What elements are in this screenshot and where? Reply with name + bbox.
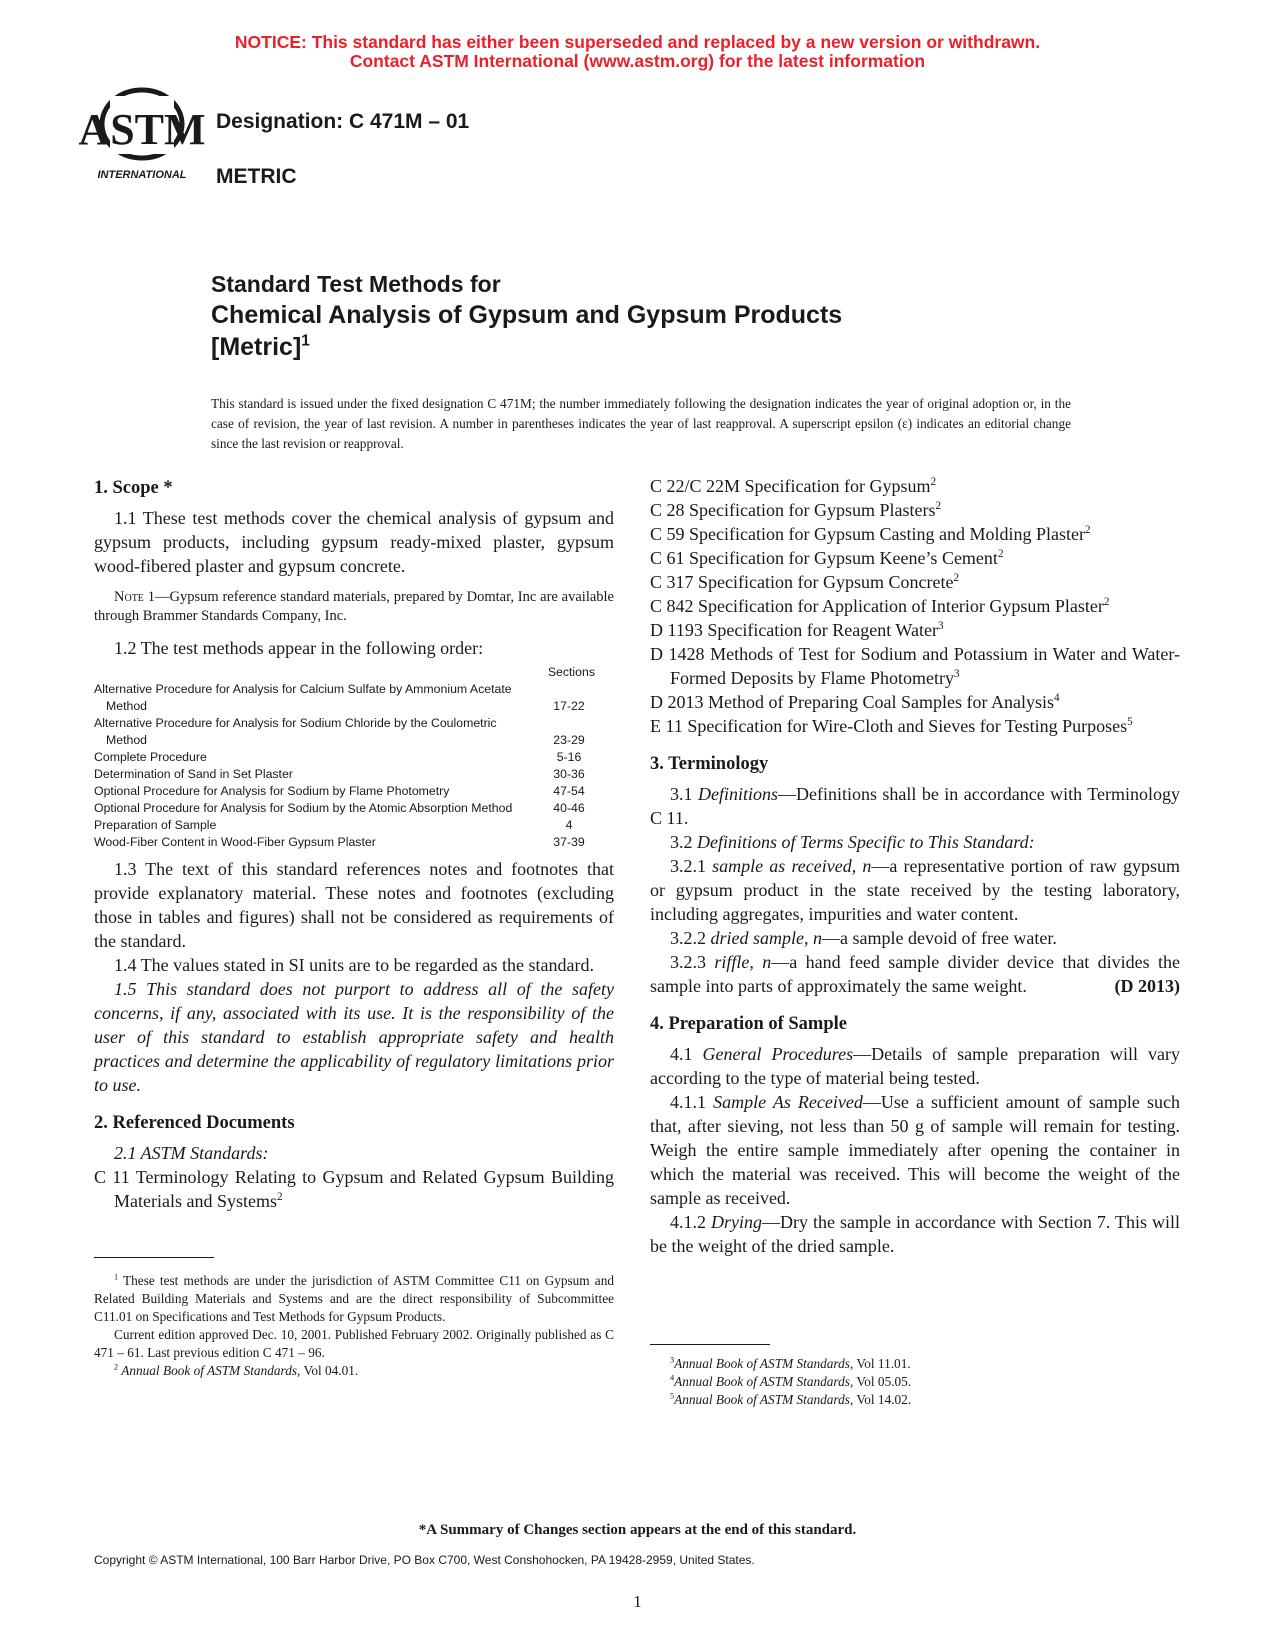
method-title: Wood-Fiber Content in Wood-Fiber Gypsum Plaster xyxy=(94,835,376,849)
method-title: Preparation of Sample xyxy=(94,818,217,832)
section-3-heading: 3. Terminology xyxy=(650,754,769,774)
footnote-2: $^2$ Annual Book of ASTM Standards, Vol 04.01. xyxy=(114,1362,359,1378)
notice-line-2: Contact ASTM International (www.astm.org) for the latest information xyxy=(349,51,926,71)
section-2-heading: 2. Referenced Documents xyxy=(94,1113,295,1133)
reference-footnote-mark: 2 xyxy=(1103,596,1110,608)
method-sections: 17-22 xyxy=(553,699,585,713)
methods-table-row xyxy=(94,749,599,766)
para-1-4: 1.4 The values stated in SI units are to be regarded as the standard. xyxy=(114,955,595,975)
astm-logo xyxy=(78,86,206,186)
para-2-1: 2.1 ASTM Standards: xyxy=(114,1143,269,1163)
footnote-5 xyxy=(650,1391,1170,1409)
left-column xyxy=(94,476,614,1213)
methods-table-row xyxy=(94,817,599,834)
copyright: Copyright © ASTM International, 100 Barr Harbor Drive, PO Box C700, West Conshohocken, PA 19428-2959, United States. xyxy=(94,1553,755,1567)
reference-footnote-mark: 4 xyxy=(1053,692,1060,704)
reference-text: D 2013 Method of Preparing Coal Samples for Analysis xyxy=(650,692,1054,712)
para-3-1: 3.1 Definitions—Definitions shall be in accordance with Terminology C 11. xyxy=(650,784,1181,828)
footnote-rule xyxy=(94,1257,214,1258)
method-sections: 5-16 xyxy=(556,750,582,764)
footnote-4 xyxy=(650,1373,1170,1391)
reference-text: C 28 Specification for Gypsum Plasters xyxy=(650,500,936,520)
footnote-volume: , Vol 14.02. xyxy=(849,1392,912,1407)
method-sections: 37-39 xyxy=(553,835,585,849)
designation: Designation: C 471M – 01 xyxy=(216,110,470,133)
logo-text: ASTM xyxy=(78,105,206,154)
astm-logo-icon xyxy=(78,86,206,186)
reference-item xyxy=(650,618,1180,642)
reference-text: C 317 Specification for Gypsum Concrete xyxy=(650,572,954,592)
method-sections: 47-54 xyxy=(553,784,585,798)
reference-text: E 11 Specification for Wire-Cloth and Sieves for Testing Purposes xyxy=(650,716,1128,736)
reference-footnote-mark: 2 xyxy=(930,476,937,488)
footnote-mark: 3 xyxy=(670,1355,675,1365)
title-line-1: Standard Test Methods for xyxy=(211,271,501,297)
method-sections: 23-29 xyxy=(553,733,585,747)
para-3-2: 3.2 Definitions of Terms Specific to This Standard: xyxy=(670,832,1035,852)
method-title: Optional Procedure for Analysis for Sodium by the Atomic Absorption Method xyxy=(94,801,513,815)
methods-table-row xyxy=(94,681,599,715)
reference-text: C 59 Specification for Gypsum Casting and Molding Plaster xyxy=(650,524,1085,544)
notice-line-1: NOTICE: This standard has either been superseded and replaced by a new version or withdrawn. xyxy=(234,32,1041,52)
reference-item xyxy=(94,1165,614,1213)
methods-table-header: Sections xyxy=(547,665,595,679)
methods-table-row xyxy=(94,834,599,851)
method-title: Alternative Procedure for Analysis for Sodium Chloride by the Coulometric Method xyxy=(94,716,497,747)
reference-text: C 61 Specification for Gypsum Keene’s Cement xyxy=(650,548,998,568)
reference-footnote-mark: 5 xyxy=(1127,716,1133,728)
d2013-reference: (D 2013) xyxy=(1114,976,1180,996)
reference-text: C 22/C 22M Specification for Gypsum xyxy=(650,476,931,496)
methods-table-row xyxy=(94,766,599,783)
footnotes-right xyxy=(650,1344,1170,1409)
note-1: Note 1—Gypsum reference standard materials, prepared by Domtar, Inc are available through Brammer Standards Company, Inc. xyxy=(94,589,614,624)
reference-footnote-mark: 3 xyxy=(937,620,944,632)
reference-footnote-mark: 2 xyxy=(935,500,942,512)
reference-item xyxy=(650,498,1180,522)
reference-footnote-mark: 2 xyxy=(997,548,1004,560)
title-line-2: Chemical Analysis of Gypsum and Gypsum Products xyxy=(211,301,843,329)
logo-subtext: INTERNATIONAL xyxy=(97,169,187,181)
section-4-heading: 4. Preparation of Sample xyxy=(650,1014,847,1034)
method-sections: 4 xyxy=(565,818,573,832)
reference-item xyxy=(650,546,1180,570)
page-number: 1 xyxy=(633,1592,642,1611)
footnote-source: Annual Book of ASTM Standards xyxy=(674,1374,850,1389)
issued-note: This standard is issued under the fixed designation C 471M; the number immediately following the designation indicates the year of original adoption or, in the case of revision, the year of last revision. A number in parentheses indicates the year of last reapproval. A superscript epsilon (ε) indicates an editorial change since the last revision or reapproval. xyxy=(211,396,1071,451)
reference-item xyxy=(650,570,1180,594)
para-1-2: 1.2 The test methods appear in the following order: xyxy=(114,638,484,658)
para-1-3: 1.3 The text of this standard references notes and footnotes that provide explanatory material. These notes and footnotes (excluding those in tables and figures) shall not be considered as requirements of the standard. xyxy=(94,859,614,951)
para-4-1-2: 4.1.2 Drying—Dry the sample in accordance with Section 7. This will be the weight of the dried sample. xyxy=(650,1212,1180,1256)
reference-item xyxy=(650,690,1180,714)
reference-footnote-mark: 3 xyxy=(953,668,960,680)
reference-text: C 842 Specification for Application of Interior Gypsum Plaster xyxy=(650,596,1104,616)
footnote-1: $^1$ These test methods are under the jurisdiction of ASTM Committee C11 on Gypsum and Related Building Materials and Systems and are the direct responsibility of Subcommittee C11.01 on Specifications and Test Methods for Gypsum Products. xyxy=(94,1272,614,1324)
footnote-3 xyxy=(650,1355,1170,1373)
reference-item xyxy=(650,474,1180,498)
footnote-1-edition: Current edition approved Dec. 10, 2001. Published February 2002. Originally published as C 471 – 61. Last previous edition C 471 – 96. xyxy=(94,1327,614,1360)
section-1-heading: 1. Scope * xyxy=(94,478,173,498)
reference-text: C 11 Terminology Relating to Gypsum and Related Gypsum Building Materials and Systems xyxy=(94,1167,614,1211)
footnote-rule xyxy=(650,1344,770,1345)
summary-of-changes: *A Summary of Changes section appears at the end of this standard. xyxy=(418,1522,857,1538)
footnote-volume: , Vol 11.01. xyxy=(849,1356,911,1371)
methods-table-row xyxy=(94,800,599,817)
reference-footnote-mark: 2 xyxy=(953,572,960,584)
reference-text: D 1428 Methods of Test for Sodium and Potassium in Water and Water-Formed Deposits by Flame Photometry xyxy=(650,644,1180,688)
method-title: Alternative Procedure for Analysis for Calcium Sulfate by Ammonium Acetate Method xyxy=(94,682,512,713)
para-4-1-1: 4.1.1 Sample As Received—Use a sufficient amount of sample such that, after sieving, not less than 50 g of sample will remain for testing. Weigh the entire sample immediately after opening the container in which the material was received. This will become the weight of the sample as received. xyxy=(650,1092,1180,1208)
para-1-1: 1.1 These test methods cover the chemical analysis of gypsum and gypsum products, including gypsum ready-mixed plaster, gypsum wood-fibered plaster and gypsum concrete. xyxy=(94,508,614,576)
reference-item xyxy=(650,594,1180,618)
method-title: Optional Procedure for Analysis for Sodium by Flame Photometry xyxy=(94,784,450,798)
metric-label: METRIC xyxy=(216,165,297,188)
reference-item xyxy=(650,714,1180,738)
methods-table-row xyxy=(94,715,599,749)
method-title: Complete Procedure xyxy=(94,750,207,764)
methods-table xyxy=(94,664,599,851)
para-3-2-2: 3.2.2 dried sample, n—a sample devoid of free water. xyxy=(670,928,1057,948)
footnotes-left xyxy=(94,1257,614,1380)
title-line-3: [Metric]$^1$ xyxy=(211,332,310,361)
reference-item xyxy=(650,642,1180,690)
method-sections: 30-36 xyxy=(553,767,585,781)
para-3-2-1: 3.2.1 sample as received, n—a representative portion of raw gypsum or gypsum product in the state received by the testing laboratory, including aggregates, impurities and water content. xyxy=(650,856,1180,924)
footnote-source: Annual Book of ASTM Standards xyxy=(674,1392,850,1407)
para-3-2-3: 3.2.3 riffle, n—a hand feed sample divider device that divides the sample into parts of approximately the same weight. (D 2013) xyxy=(650,952,1181,996)
reference-item xyxy=(650,522,1180,546)
footnote-volume: , Vol 05.05. xyxy=(849,1374,912,1389)
footnote-mark: 4 xyxy=(670,1373,675,1383)
footnote-mark: 5 xyxy=(670,1391,675,1401)
para-4-1: 4.1 General Procedures—Details of sample preparation will vary according to the type of material being tested. xyxy=(650,1044,1180,1088)
footnote-source: Annual Book of ASTM Standards xyxy=(674,1356,850,1371)
para-1-5: 1.5 This standard does not purport to address all of the safety concerns, if any, associated with its use. It is the responsibility of the user of this standard to establish appropriate safety and health practices and determine the applicability of regulatory limitations prior to use. xyxy=(94,979,614,1095)
reference-text: D 1193 Specification for Reagent Water xyxy=(650,620,938,640)
method-sections: 40-46 xyxy=(553,801,585,815)
reference-footnote-mark: 2 xyxy=(1084,524,1091,536)
reference-footnote-mark: 2 xyxy=(276,1191,283,1203)
methods-table-row xyxy=(94,783,599,800)
method-title: Determination of Sand in Set Plaster xyxy=(94,767,293,781)
right-column xyxy=(650,474,1180,1258)
